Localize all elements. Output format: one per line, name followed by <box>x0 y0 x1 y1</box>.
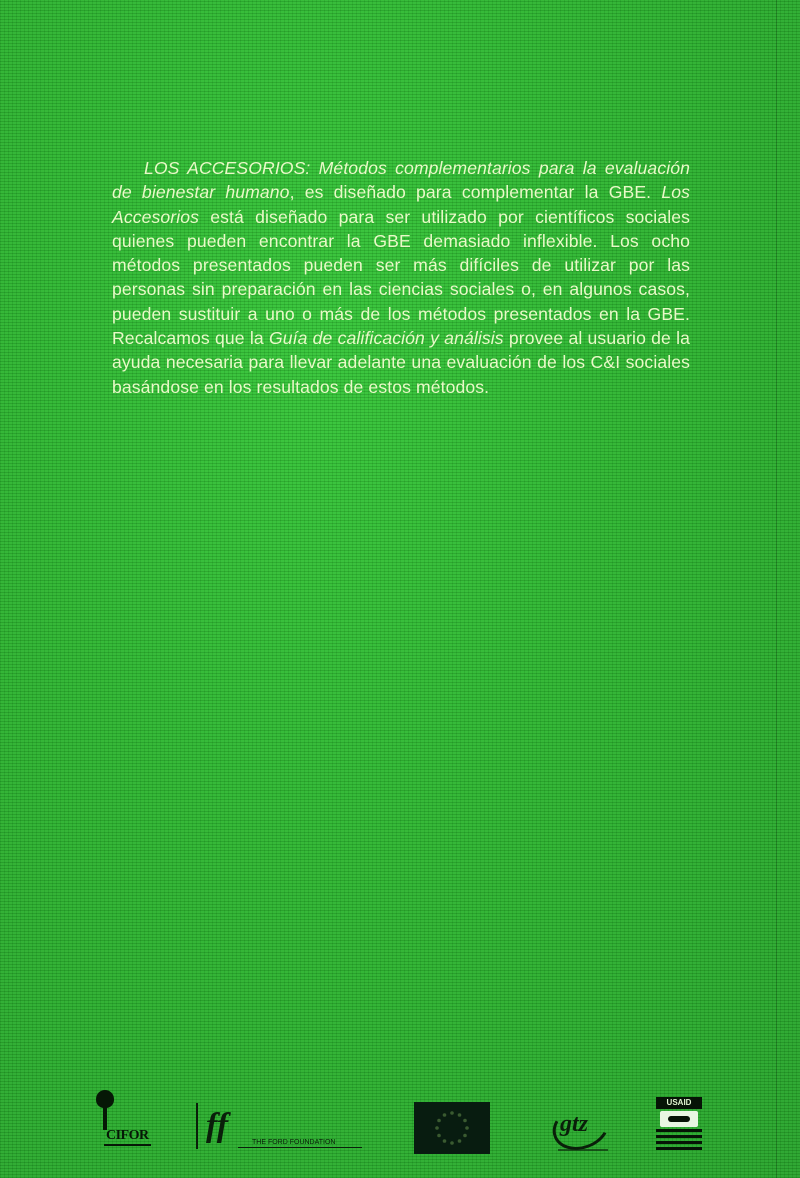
eu-star <box>437 1119 441 1123</box>
eu-star <box>465 1126 469 1130</box>
blurb-segment-4: está diseñado para ser utilizado por científicos sociales quienes pueden encontrar la GBE demasiado inflexible. Los ocho métodos presentados pueden ser más difíciles de utilizar por las personas sin preparación en las ciencias sociales o, en algunos casos, pueden sustituir a uno o más de los métodos presentados en la GBE. Recalcamos que la <box>112 206 690 349</box>
eu-star <box>443 1139 447 1143</box>
gtz-label: gtz <box>560 1111 589 1137</box>
eu-star <box>443 1113 447 1117</box>
handshake-icon <box>660 1111 698 1127</box>
ff-logo-icon <box>196 1103 236 1149</box>
usaid-logo <box>656 1097 702 1153</box>
eu-flag-icon <box>414 1102 490 1154</box>
cifor-logo <box>92 1090 164 1152</box>
ff-caption: THE FORD FOUNDATION <box>252 1139 336 1146</box>
eu-star <box>450 1111 454 1115</box>
eu-star <box>437 1134 441 1138</box>
eu-star <box>458 1139 462 1143</box>
eu-star <box>463 1134 467 1138</box>
gtz-logo-icon <box>548 1105 612 1155</box>
ford-foundation-logo <box>196 1103 364 1153</box>
blurb-segment-5: Guía de calificación y análisis <box>268 328 504 349</box>
blurb-segment-3: Los Accesorios <box>112 182 690 227</box>
eu-star <box>463 1119 467 1123</box>
blurb-segment-2: , es diseñado para complementar la GBE. <box>289 182 662 203</box>
spine-fold <box>776 0 777 1178</box>
back-cover-blurb <box>112 156 690 399</box>
usaid-label: USAID <box>666 1098 692 1107</box>
eu-star <box>435 1126 439 1130</box>
tree-icon <box>96 1090 114 1120</box>
eu-star <box>450 1141 454 1145</box>
blurb-segment-6: provee al usuario de la ayuda necesaria para llevar adelante una evaluación de los C&I sociales basándose en los resultados de estos métodos. <box>112 328 691 397</box>
eu-star <box>458 1113 462 1117</box>
sponsor-logos <box>0 1085 800 1165</box>
ff-mark: ff <box>206 1107 229 1144</box>
blurb-segment-1: LOS ACCESORIOS: Métodos complementarios para la evaluación de bienestar humano <box>112 158 690 203</box>
cifor-label: CIFOR <box>104 1128 151 1146</box>
